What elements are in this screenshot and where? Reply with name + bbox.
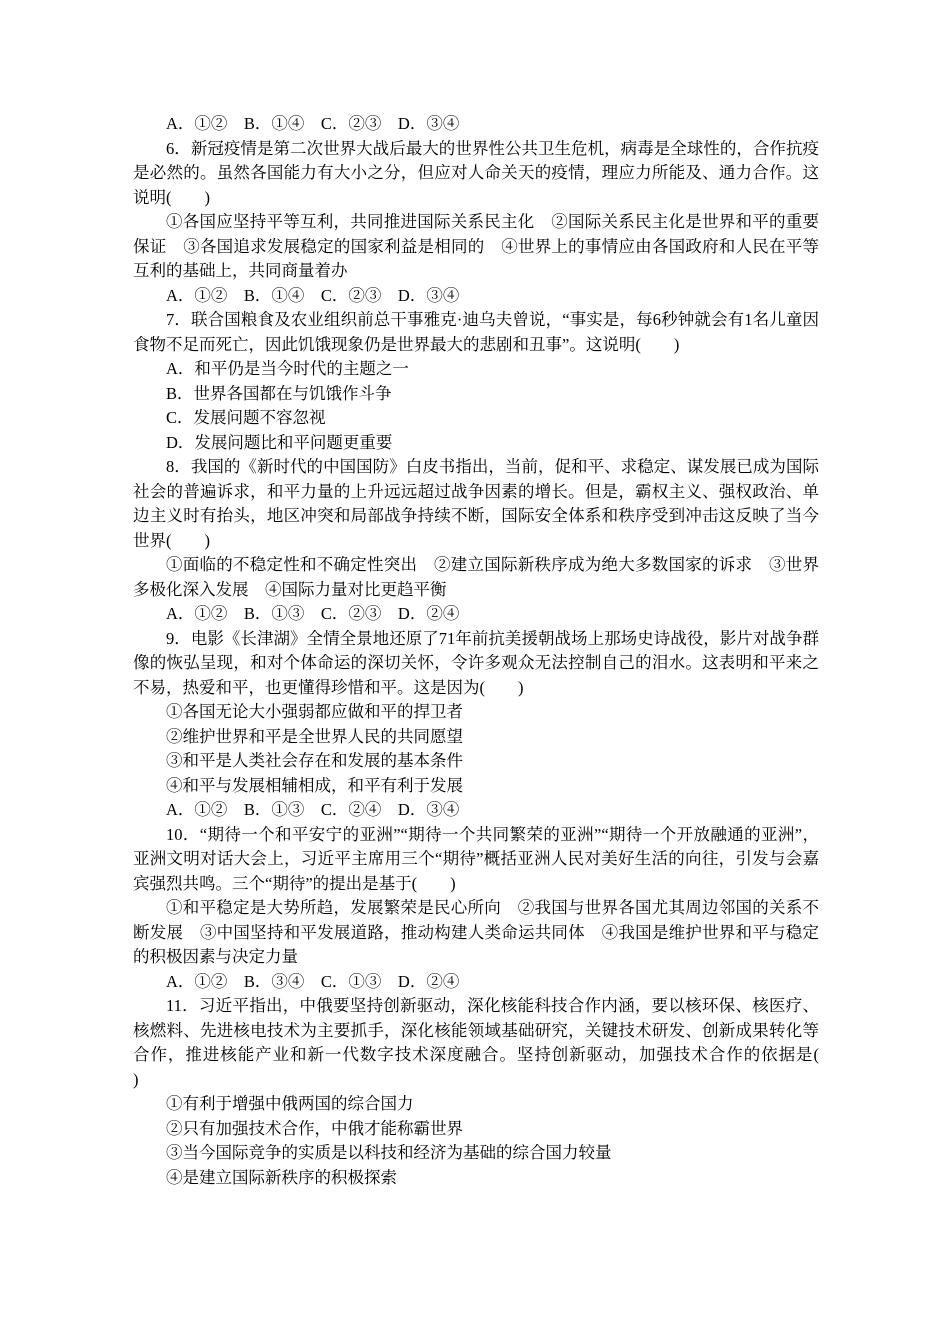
paragraph: ①面临的不稳定性和不确定性突出 ②建立国际新秩序成为绝大多数国家的诉求 ③世界多极化深入发展 ④国际力量对比更趋平衡 bbox=[133, 555, 819, 599]
paragraph: 6．新冠疫情是第二次世界大战后最大的世界性公共卫生危机，病毒是全球性的，合作抗疫是必然的。虽然各国能力有大小之分，但应对人命关天的疫情，理应力所能及、通力合作。这说明( ) bbox=[133, 138, 819, 207]
paragraph: ③当今国际竞争的实质是以科技和经济为基础的综合国力较量 bbox=[166, 1143, 612, 1162]
paragraph: A．①② B．①④ C．②③ D．③④ bbox=[166, 114, 460, 133]
paragraph: A．①② B．③④ C．①③ D．②④ bbox=[166, 971, 460, 991]
paragraph: ④和平与发展相辅相成，和平有利于发展 bbox=[166, 775, 463, 795]
paragraph: A．①② B．①③ C．②④ D．③④ bbox=[166, 800, 460, 819]
paragraph: ②维护世界和平是全世界人民的共同愿望 bbox=[166, 726, 463, 746]
paragraph: 8．我国的《新时代的中国国防》白皮书指出，当前，促和平、求稳定、谋发展已成为国际社会的普遍诉求，和平力量的上升远远超过战争因素的增长。但是，霸权主义、强权政治、单边主义时有抬头，地区冲突和局部战争持续不断，国际安全体系和秩序受到冲击这反映了当今世界( ) bbox=[133, 457, 819, 550]
exam-questions-body bbox=[133, 112, 852, 1190]
paragraph: ②只有加强技术合作，中俄才能称霸世界 bbox=[166, 1118, 463, 1138]
paragraph: ③和平是人类社会存在和发展的基本条件 bbox=[166, 751, 463, 770]
paragraph: ①有利于增强中俄两国的综合国力 bbox=[166, 1094, 414, 1113]
paragraph: 10．“期待一个和平安宁的亚洲”“期待一个共同繁荣的亚洲”“期待一个开放融通的亚洲”，亚洲文明对话大会上，习近平主席用三个“期待”概括亚洲人民对美好生活的向往，引发与会嘉宾强烈共鸣。三个“期待”的提出是基于( ) bbox=[133, 824, 819, 893]
paragraph: ④是建立国际新秩序的积极探索 bbox=[166, 1167, 397, 1187]
paragraph: ①各国应坚持平等互利，共同推进国际关系民主化 ②国际关系民主化是世界和平的重要保证 ③各国追求发展稳定的国家利益是相同的 ④世界上的事情应由各国政府和人民在平等互利的基础上，共同商量着办 bbox=[133, 212, 819, 280]
paragraph: ①和平稳定是大势所趋，发展繁荣是民心所向 ②我国与世界各国尤其周边邻国的关系不断发展 ③中国坚持和平发展道路，推动构建人类命运共同体 ④我国是维护世界和平与稳定的积极因素与决定力量 bbox=[133, 898, 819, 966]
paragraph: 9．电影《长津湖》全情全景地还原了71年前抗美援朝战场上那场史诗战役，影片对战争群像的恢弘呈现，和对个体命运的深切关怀，令许多观众无法控制自己的泪水。这表明和平来之不易，热爱和平，也更懂得珍惜和平。这是因为( ) bbox=[133, 628, 819, 697]
paragraph: D．发展问题比和平问题更重要 bbox=[166, 432, 393, 452]
paragraph: A．和平仍是当今时代的主题之一 bbox=[166, 359, 409, 378]
paragraph: 11．习近平指出，中俄要坚持创新驱动，深化核能科技合作内涵，要以核环保、核医疗、核燃料、先进核电技术为主要抓手，深化核能领域基础研究，关键技术研发、创新成果转化等合作，推进核能产业和新一代数字技术深度融合。坚持创新驱动，加强技术合作的依据是( ) bbox=[133, 996, 852, 1089]
paragraph: A．①② B．①④ C．②③ D．③④ bbox=[166, 285, 460, 305]
paragraph: ①各国无论大小强弱都应做和平的捍卫者 bbox=[166, 702, 463, 721]
paragraph: 7．联合国粮食及农业组织前总干事雅克·迪乌夫曾说，“事实是，每6秒钟就会有1名儿童因食物不足而死亡，因此饥饿现象仍是世界最大的悲剧和丑事”。这说明( ) bbox=[133, 310, 819, 354]
paragraph: B．世界各国都在与饥饿作斗争 bbox=[166, 383, 392, 403]
paragraph: A．①② B．①③ C．②③ D．②④ bbox=[166, 604, 460, 623]
paragraph: C．发展问题不容忽视 bbox=[166, 408, 326, 427]
